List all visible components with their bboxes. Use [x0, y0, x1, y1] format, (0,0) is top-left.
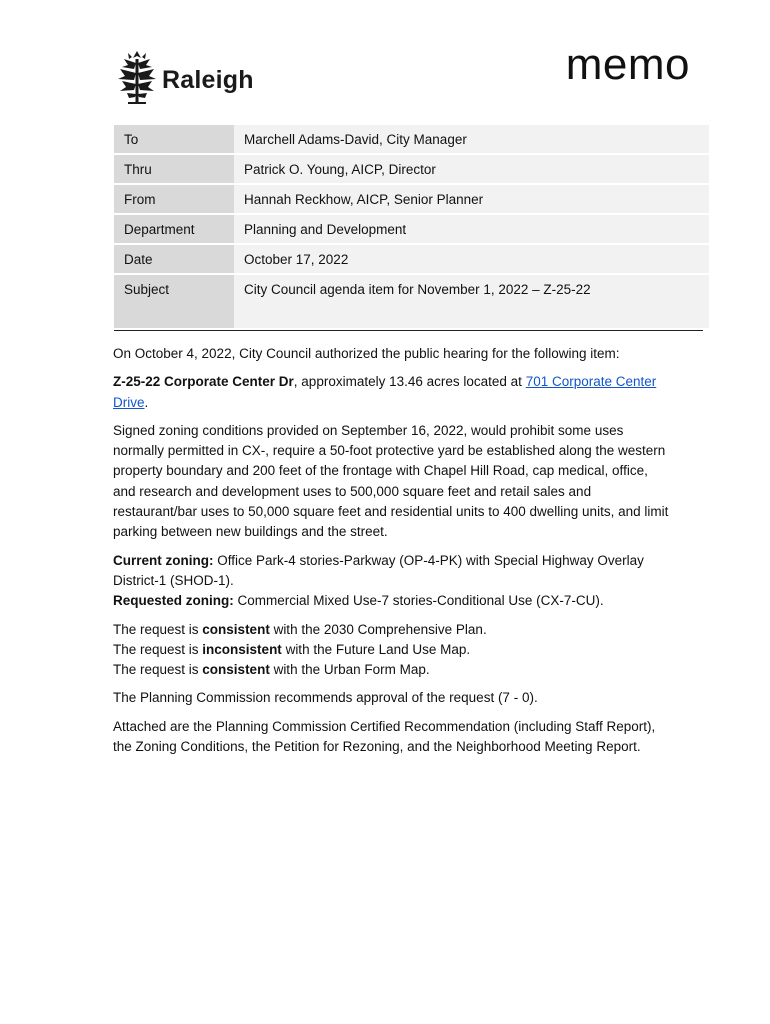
field-label: To: [114, 125, 234, 153]
requested-zoning-label: Requested zoning:: [113, 593, 234, 609]
field-value: Patrick O. Young, AICP, Director: [234, 155, 709, 183]
consistency-word: inconsistent: [202, 641, 282, 657]
consistency-text: with the Urban Form Map.: [269, 662, 430, 678]
field-row-to: [114, 125, 709, 153]
field-value: October 17, 2022: [234, 245, 709, 273]
current-zoning-label: Current zoning:: [113, 552, 214, 568]
intro-paragraph: On October 4, 2022, City Council authorized the public hearing for the following item:: [113, 346, 620, 361]
consistency-word: consistent: [202, 621, 270, 637]
memo-title: memo: [565, 40, 690, 89]
divider: [114, 330, 703, 331]
field-row-from: [114, 185, 709, 213]
memo-header-table: [114, 123, 709, 330]
consistency-paragraph: [113, 620, 673, 681]
field-label: Subject: [114, 275, 234, 328]
consistency-text: The request is: [113, 621, 203, 637]
consistency-text: The request is: [113, 641, 203, 657]
field-label: Thru: [114, 155, 234, 183]
field-row-date: [114, 245, 709, 273]
consistency-text: with the Future Land Use Map.: [281, 641, 471, 657]
field-value: Marchell Adams-David, City Manager: [234, 125, 709, 153]
field-row-subject: [114, 275, 709, 328]
field-label: Date: [114, 245, 234, 273]
raleigh-logo: [114, 48, 264, 108]
conditions-paragraph: Signed zoning conditions provided on September 16, 2022, would prohibit some uses normally permitted in CX-, require a 50-foot protective yard be established along the western property boundary and 200 feet of the frontage with Chapel Hill Road, cap medical, office, and research and development uses to 500,000 square feet and retail sales and restaurant/bar uses to 50,000 square feet and residential units to 400 dwelling units, and limit parking between new buildings and the street.: [113, 422, 669, 540]
field-value: Planning and Development: [234, 215, 709, 243]
case-end: .: [144, 394, 149, 410]
logo-text: Raleigh: [162, 65, 254, 94]
requested-zoning-value: Commercial Mixed Use-7 stories-Conditional Use (CX-7-CU).: [233, 593, 604, 609]
case-title: Z-25-22 Corporate Center Dr: [113, 374, 294, 390]
zoning-paragraph: [113, 551, 673, 612]
oak-tree-icon: [114, 49, 160, 107]
recommendation-paragraph: The Planning Commission recommends approval of the request (7 - 0).: [113, 690, 538, 706]
field-row-thru: [114, 155, 709, 183]
consistency-text: with the 2030 Comprehensive Plan.: [269, 621, 487, 637]
attached-paragraph: Attached are the Planning Commission Certified Recommendation (including Staff Report), the Zoning Conditions, the Petition for Rezoning, and the Neighborhood Meeting Report.: [113, 718, 656, 755]
consistency-text: The request is: [113, 662, 203, 678]
field-label: Department: [114, 215, 234, 243]
field-value: Hannah Reckhow, AICP, Senior Planner: [234, 185, 709, 213]
case-paragraph: [113, 372, 673, 413]
field-value: City Council agenda item for November 1, 2022 – Z-25-22: [234, 275, 709, 328]
memo-body: [113, 344, 673, 765]
case-description: , approximately 13.46 acres located at: [293, 374, 526, 390]
consistency-word: consistent: [202, 662, 270, 678]
current-zoning-value: Office Park-4 stories-Parkway (OP-4-PK) with Special Highway Overlay District-1 (SHOD-1).: [113, 552, 644, 588]
field-label: From: [114, 185, 234, 213]
field-row-department: [114, 215, 709, 243]
address-link[interactable]: 701 Corporate Center Drive: [113, 374, 657, 410]
